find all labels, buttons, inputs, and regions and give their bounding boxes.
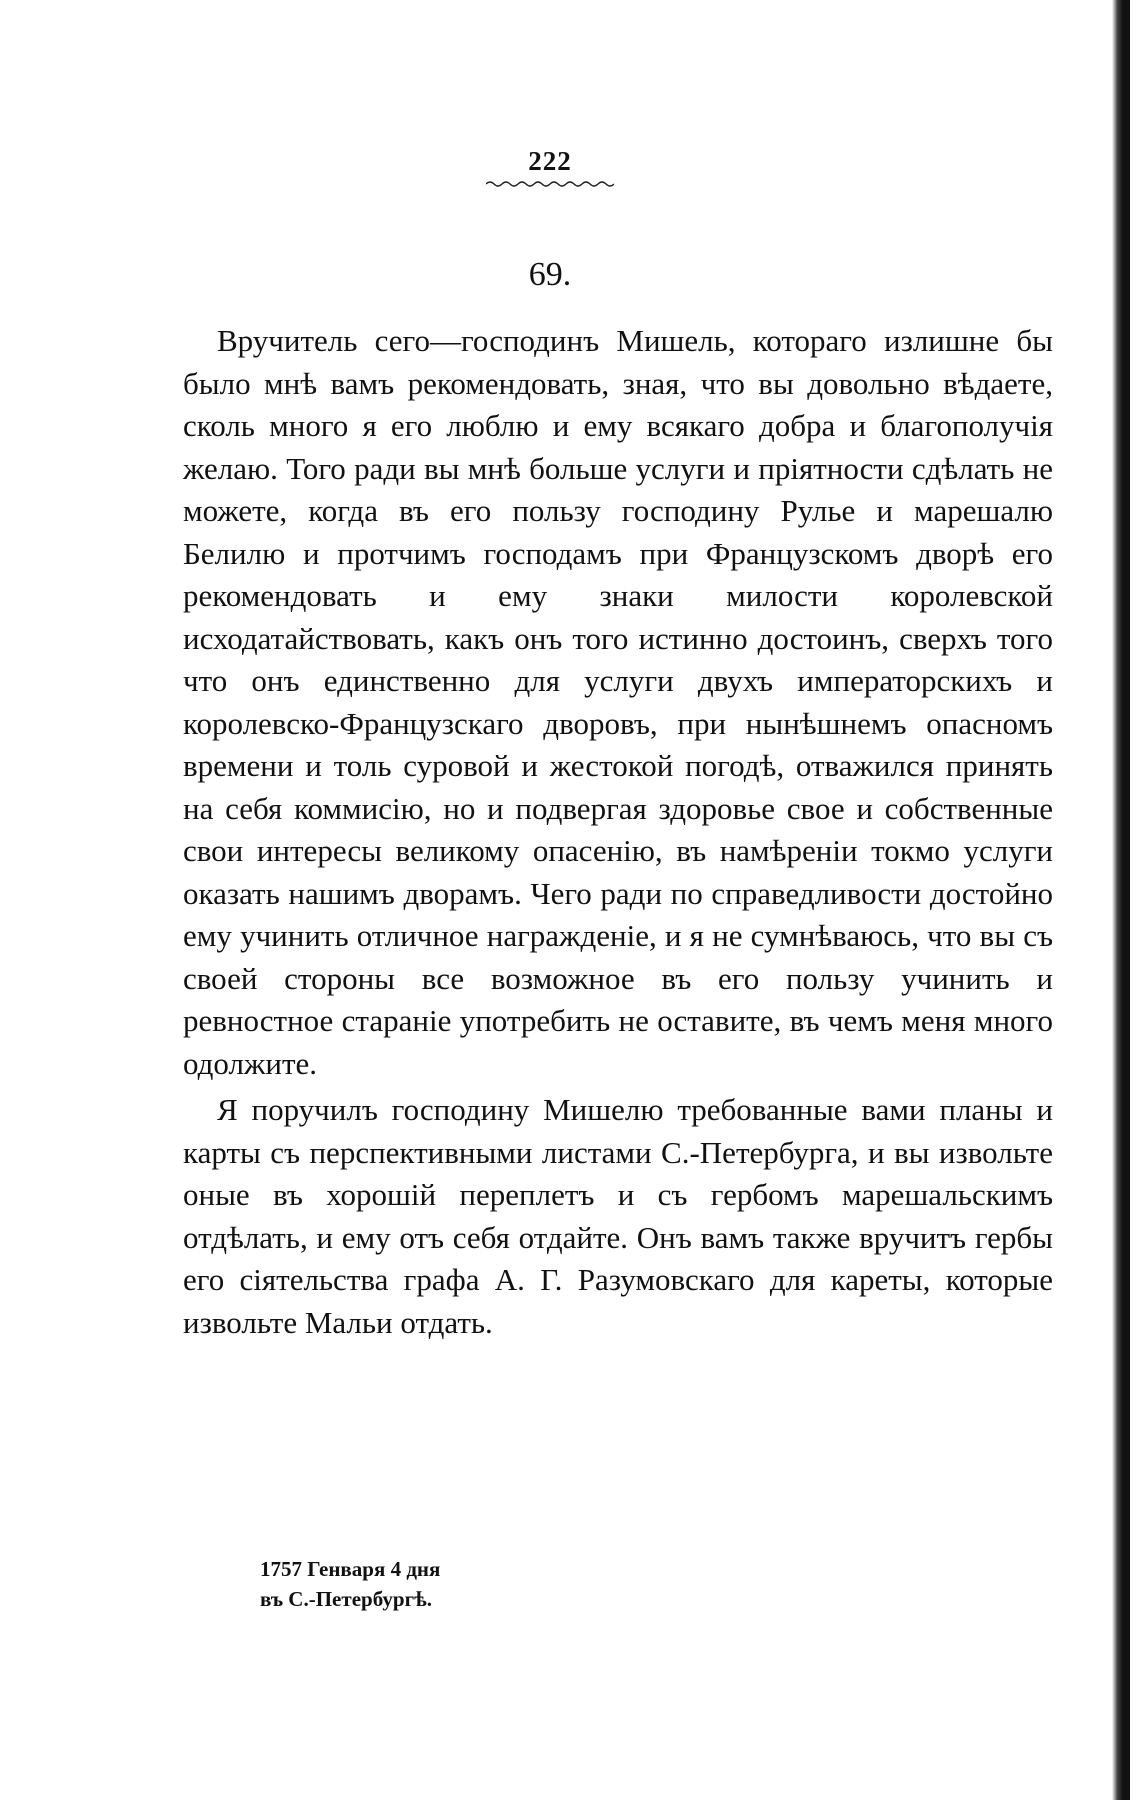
wavy-rule-divider: [486, 179, 614, 189]
letter-paragraph-2: Я поручилъ господину Мишелю требованные вами планы и карты съ перспективными листами С.-Петербурга, и вы извольте оные въ хорошій переплетъ и съ гербомъ марешальскимъ отдѣлать, и ему отъ себя отдайте. Онъ вамъ также вручитъ гербы его сіятельства графа А. Г. Разумовскаго для кареты, которые извольте Мальи отдать.: [183, 1092, 1053, 1340]
letter-dateline: [260, 1554, 440, 1614]
letter-body: [183, 320, 1053, 1344]
page-number: 222: [528, 146, 572, 176]
letter-number: 69.: [528, 256, 572, 293]
letter-paragraph-1: Вручитель сего—господинъ Мишель, котораго излишне бы было мнѣ вамъ рекомендовать, зная, что вы довольно вѣдаете, сколь много я его люблю и ему всякаго добра и благополучія желаю. Того ради вы мнѣ больше услуги и пріятности сдѣлать не можете, когда въ его пользу господину Рулье и марешалю Белилю и протчимъ господамъ при Французскомъ дворѣ его рекомендовать и ему знаки милости королевской исходатайствовать, какъ онъ того истинно достоинъ, сверхъ того что онъ единственно для услуги двухъ императорскихъ и королевско-Французскаго дворовъ, при нынѣшнемъ опасномъ времени и толь суровой и жестокой погодѣ, отважился принять на себя коммисію, но и подвергая здоровье свое и собственные свои интересы великому опасенію, въ намѣреніи токмо услуги оказать нашимъ дворамъ. Чего ради по справедливости достойно ему учинить отличное награжденіе, и я не сумнѣваюсь, что вы съ своей стороны все возможное въ его пользу учинить и ревностное стараніе употребить не оставите, въ чемъ меня много одолжите.: [183, 323, 1053, 1081]
place-line: въ С.-Петербургѣ.: [260, 1587, 432, 1611]
date-line: 1757 Генваря 4 дня: [260, 1557, 441, 1581]
page-header: [0, 146, 1100, 189]
page-edge-shadow: [1112, 0, 1130, 1800]
